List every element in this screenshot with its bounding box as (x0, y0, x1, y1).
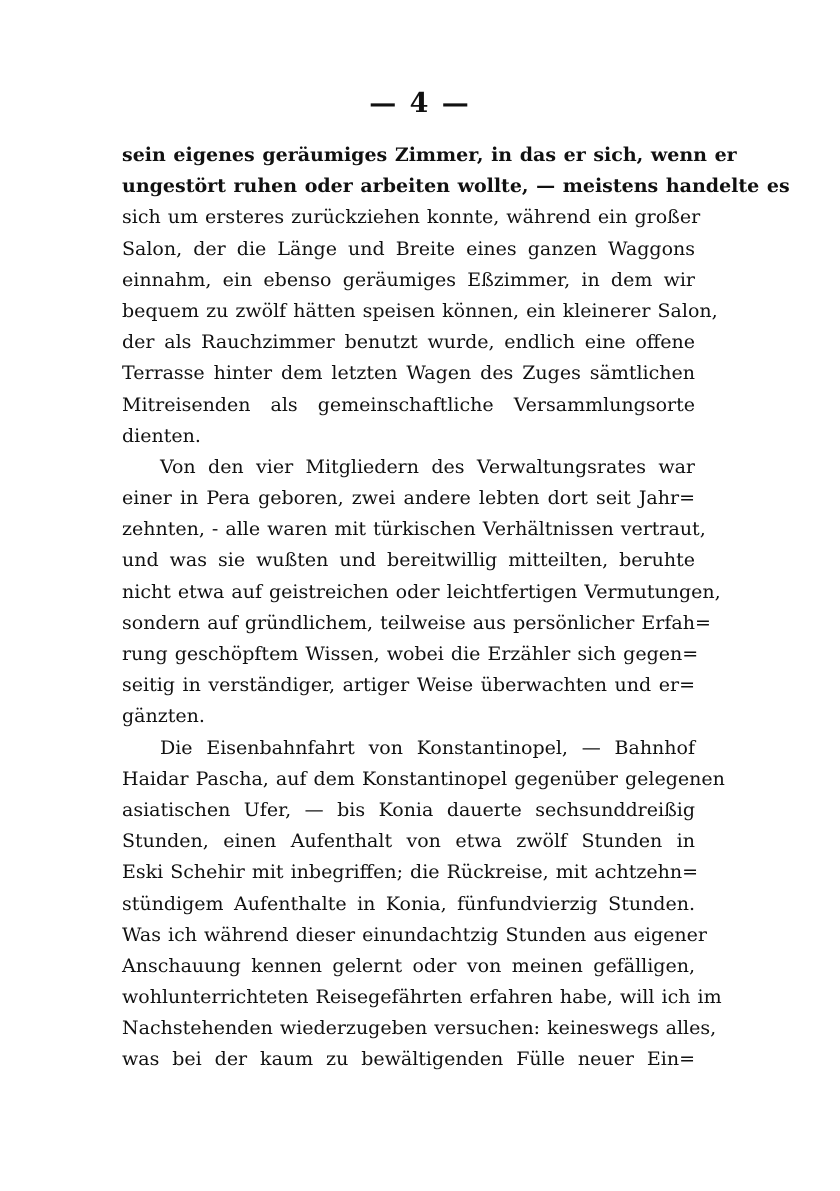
text-line: gänzten. (122, 705, 205, 728)
text-line: sondern auf gründlichem, teilweise aus persönlicher Erfah= (122, 611, 711, 634)
text-line: Salon, der die Länge und Breite eines ganzen Waggons (122, 237, 695, 260)
text-line: ungestört ruhen oder arbeiten wollte, — meistens handelte es (122, 175, 790, 198)
text-line: sich um ersteres zurückziehen konnte, während ein großer (122, 206, 701, 229)
text-line: Nachstehenden wiederzugeben versuchen: keineswegs alles, (122, 1017, 717, 1040)
text-line: bequem zu zwölf hätten speisen können, ein kleinerer Salon, (122, 299, 718, 322)
paragraph-3 (122, 733, 725, 1076)
text-line: stündigem Aufenthalte in Konia, fünfundvierzig Stunden. (122, 892, 695, 915)
text-line: Stunden, einen Aufenthalt von etwa zwölf Stunden in (122, 830, 695, 853)
text-line: asiatischen Ufer, — bis Konia dauerte sechsunddreißig (122, 798, 695, 821)
paragraph-2 (122, 452, 721, 733)
text-line: einnahm, ein ebenso geräumiges Eßzimmer, in dem wir (122, 268, 695, 291)
text-line: nicht etwa auf geistreichen oder leichtfertigen Vermutungen, (122, 580, 721, 603)
text-line: seitig in verständiger, artiger Weise überwachten und er= (122, 674, 695, 697)
text-line: dienten. (122, 424, 201, 447)
text-line: der als Rauchzimmer benutzt wurde, endlich eine offene (122, 331, 695, 354)
text-line: Die Eisenbahnfahrt von Konstantinopel, — Bahnhof (160, 736, 695, 759)
text-line: Mitreisenden als gemeinschaftliche Versammlungsorte (122, 393, 695, 416)
page-number: — 4 — (369, 88, 471, 119)
text-line: rung geschöpftem Wissen, wobei die Erzähler sich gegen= (122, 643, 699, 665)
text-line: Terrasse hinter dem letzten Wagen des Zuges sämtlichen (122, 362, 695, 385)
text-line: wohlunterrichteten Reisegefährten erfahren habe, will ich im (122, 986, 722, 1009)
text-line: Eski Schehir mit inbegriffen; die Rückreise, mit achtzehn= (122, 861, 699, 884)
text-line: Von den vier Mitgliedern des Verwaltungsrates war (160, 455, 695, 478)
text-line: und was sie wußten und bereitwillig mitteilten, beruhte (122, 549, 695, 572)
body-text (122, 140, 790, 1076)
text-line: Was ich während dieser einundachtzig Stunden aus eigener (122, 923, 707, 946)
text-line: zehnten, - alle waren mit türkischen Verhältnissen vertraut, (122, 518, 706, 541)
paragraph-1 (122, 140, 790, 452)
text-line: Anschauung kennen gelernt oder von meinen gefälligen, (122, 954, 695, 977)
text-line: was bei der kaum zu bewältigenden Fülle neuer Ein= (122, 1048, 695, 1071)
text-line: einer in Pera geboren, zwei andere lebten dort seit Jahr= (122, 487, 695, 510)
text-line: sein eigenes geräumiges Zimmer, in das er sich, wenn er (122, 144, 737, 166)
text-line: Haidar Pascha, auf dem Konstantinopel gegenüber gelegenen (122, 767, 725, 790)
